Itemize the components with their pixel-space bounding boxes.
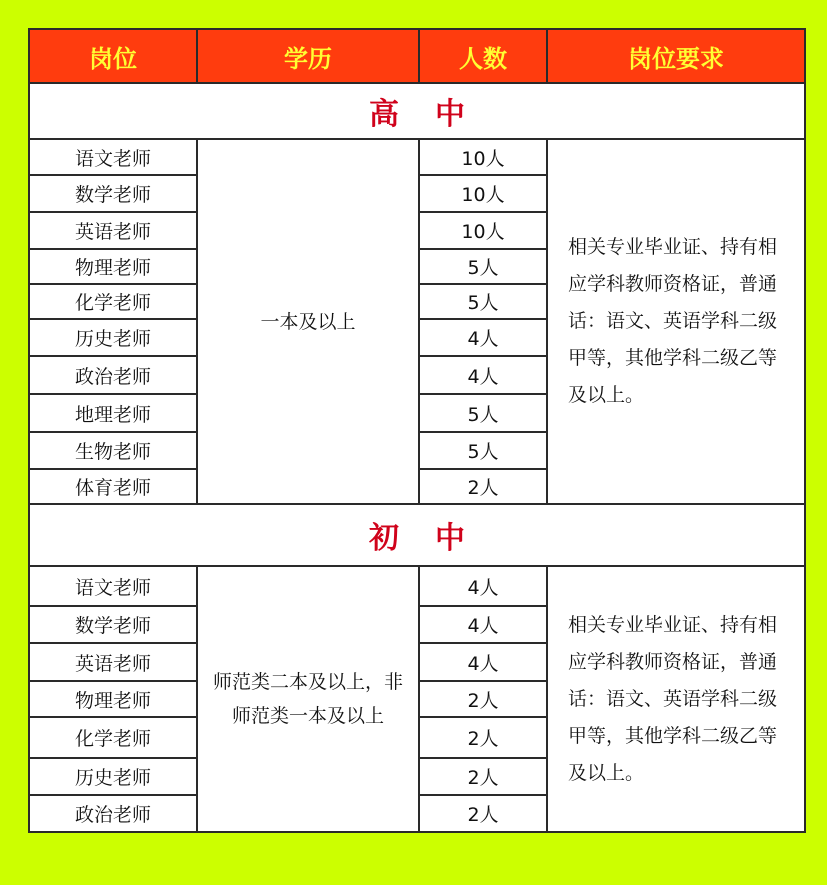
count-cell: 4人 [419,606,547,643]
count-cell: 4人 [419,566,547,606]
position-cell: 政治老师 [29,356,197,394]
requirements-cell: 相关专业毕业证、持有相应学科教师资格证，普通话：语文、英语学科二级甲等，其他学科二级乙等及以上。 [547,566,805,832]
table-body [29,83,805,832]
count-cell: 2人 [419,717,547,758]
position-cell: 物理老师 [29,681,197,717]
position-cell: 历史老师 [29,319,197,356]
count-cell: 4人 [419,643,547,681]
position-cell: 化学老师 [29,284,197,319]
count-cell: 5人 [419,249,547,284]
section-title: 高中 [29,83,805,139]
table-row [29,566,805,606]
section-row [29,83,805,139]
position-cell: 历史老师 [29,758,197,795]
position-cell: 体育老师 [29,469,197,504]
count-cell: 5人 [419,432,547,469]
count-cell: 2人 [419,758,547,795]
section-row [29,504,805,566]
header-position: 岗位 [29,29,197,83]
count-cell: 5人 [419,284,547,319]
position-cell: 语文老师 [29,139,197,175]
recruitment-table [28,28,806,833]
count-cell: 10人 [419,175,547,212]
count-cell: 2人 [419,469,547,504]
header-row [29,29,805,83]
header-count: 人数 [419,29,547,83]
header-education: 学历 [197,29,419,83]
education-cell: 一本及以上 [197,139,419,504]
count-cell: 4人 [419,319,547,356]
position-cell: 物理老师 [29,249,197,284]
position-cell: 语文老师 [29,566,197,606]
position-cell: 数学老师 [29,606,197,643]
position-cell: 生物老师 [29,432,197,469]
count-cell: 5人 [419,394,547,432]
header-requirements: 岗位要求 [547,29,805,83]
section-title: 初中 [29,504,805,566]
requirements-cell: 相关专业毕业证、持有相应学科教师资格证，普通话：语文、英语学科二级甲等，其他学科二级乙等及以上。 [547,139,805,504]
position-cell: 英语老师 [29,643,197,681]
count-cell: 10人 [419,212,547,249]
count-cell: 2人 [419,795,547,832]
education-cell: 师范类二本及以上，非师范类一本及以上 [197,566,419,832]
count-cell: 10人 [419,139,547,175]
recruitment-table-container [28,28,804,833]
position-cell: 数学老师 [29,175,197,212]
count-cell: 4人 [419,356,547,394]
position-cell: 地理老师 [29,394,197,432]
table-row [29,139,805,175]
position-cell: 政治老师 [29,795,197,832]
position-cell: 化学老师 [29,717,197,758]
position-cell: 英语老师 [29,212,197,249]
count-cell: 2人 [419,681,547,717]
